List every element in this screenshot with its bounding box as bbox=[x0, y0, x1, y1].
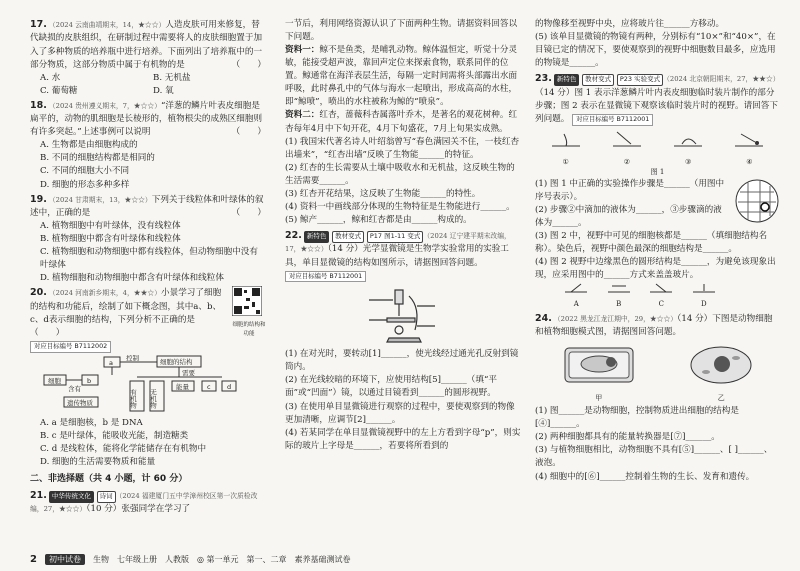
step-label: ④ bbox=[746, 157, 753, 166]
footer-grade: 七年级上册 bbox=[116, 555, 157, 564]
concept-diagram bbox=[42, 355, 242, 417]
coverslip-icon bbox=[691, 282, 717, 294]
question-23 bbox=[535, 72, 780, 310]
microscope-figure bbox=[359, 286, 449, 346]
option-label: B bbox=[616, 300, 622, 309]
question-source: （2022 黑龙江龙江期中，29，★☆☆） bbox=[553, 315, 678, 324]
option-c: C. d 是线粒体，能将化学能储存在有机物中 bbox=[40, 443, 207, 454]
diagram-node-inorganic: 无机物 bbox=[149, 388, 157, 409]
figure-1 bbox=[535, 128, 780, 168]
sub-question-4: (4) 若某同学在单目显微镜视野中的左上方看到字母“p”，则实际的玻片上字母是______，若要将所看到的 bbox=[285, 427, 521, 451]
option-d: D. 细胞的生活需要物质和能量 bbox=[40, 456, 156, 467]
option-d: D. 植物细胞和动物细胞中都含有叶绿体和线粒体 bbox=[40, 273, 224, 284]
option-b: B. 植物细胞中都含有叶绿体和线粒体 bbox=[40, 234, 181, 245]
page-number: 2 bbox=[30, 554, 37, 565]
cell-figure-a bbox=[559, 342, 639, 404]
sub-question-2: (2) 步骤②中滴加的液体为______，③步骤滴的液体为______。 bbox=[535, 204, 722, 229]
coverslip-options bbox=[555, 282, 725, 310]
question-20 bbox=[30, 286, 266, 469]
option-c: C. 葡萄糖 bbox=[40, 85, 78, 96]
footer-chapters: 第一、二章 bbox=[246, 555, 287, 564]
answer-parentheses: （ ） bbox=[231, 208, 266, 218]
question-21-continued bbox=[285, 18, 522, 227]
question-number: 19. bbox=[30, 193, 47, 205]
question-source: （2024 河南新乡期末，4，★★☆） bbox=[48, 289, 161, 298]
question-source: （2024 北京朝阳期末，27，★★☆） bbox=[663, 75, 780, 84]
step-1 bbox=[548, 128, 584, 168]
coverslip-option-d bbox=[691, 282, 717, 310]
diagram-node-c: c bbox=[207, 382, 211, 391]
question-number: 24. bbox=[535, 313, 552, 325]
option-a: A. 生物都是由细胞构成的 bbox=[40, 140, 138, 151]
diagram-label-control: 控制 bbox=[126, 354, 139, 362]
option-b: B. 无机盐 bbox=[153, 72, 191, 83]
question-number: 23. bbox=[535, 73, 552, 85]
question-source: （2024 福建厦门五中学漳州校区第一次质检改编，27，★☆☆） bbox=[30, 491, 258, 514]
column-3 bbox=[535, 18, 780, 485]
footer-subject: 生物 bbox=[92, 555, 109, 564]
question-24 bbox=[535, 312, 780, 484]
sub-question-2: (2) 红杏的生长需要从土壤中吸收水和无机盐，这反映生物的生活需要______。 bbox=[285, 162, 515, 186]
option-a: A. 植物细胞中有叶绿体，没有线粒体 bbox=[40, 221, 181, 232]
brand-badge: 初中试卷 bbox=[45, 554, 85, 565]
option-c: C. 不同的细胞大小不同 bbox=[40, 166, 130, 177]
diagram-label-need: 需要 bbox=[182, 368, 195, 377]
option-b: B. c 是叶绿体，能吸收光能，制造糖类 bbox=[40, 430, 189, 441]
section-title: 二、非选择题（共 4 小题，计 60 分） bbox=[30, 473, 188, 484]
step-2 bbox=[609, 128, 645, 168]
tag-feature: 新特色 bbox=[304, 231, 330, 243]
material-label: 资料二： bbox=[285, 110, 320, 121]
plant-cell-illustration bbox=[559, 342, 639, 388]
question-19 bbox=[30, 193, 266, 286]
question-18 bbox=[30, 99, 266, 192]
option-a: A. 水 bbox=[40, 72, 61, 83]
sub-question-3: (3) 红杏开花结果，这反映了生物能______的特性。 bbox=[285, 188, 481, 199]
question-number: 18. bbox=[30, 99, 47, 111]
question-source: （2024 贵州遵义期末，7，★☆☆） bbox=[48, 101, 161, 110]
slide-step-icon bbox=[731, 128, 767, 152]
option-b: B. 不同的细胞结构都是相同的 bbox=[40, 153, 155, 164]
diagram-node-cell: 细胞 bbox=[48, 376, 61, 385]
question-21 bbox=[30, 489, 266, 517]
question-number: 21. bbox=[30, 489, 47, 501]
diagram-node-a: a bbox=[109, 358, 113, 367]
column-2 bbox=[285, 18, 522, 454]
slide-step-icon bbox=[609, 128, 645, 152]
coverslip-icon bbox=[606, 282, 632, 294]
coverslip-option-c bbox=[648, 282, 674, 310]
sub-question-3: (3) 图 2 中，视野中可见的细胞核都是______（填细胞结构名称）。染色后，视野中颜色最深的细胞结构是______。 bbox=[535, 231, 768, 255]
sub-question-2: (2) 两种细胞都具有的能量转换器是[⑦]______。 bbox=[535, 432, 720, 443]
sub-question-5: (5) 该单目显微镜的物镜有两种，分别标有“10×”和“40×”，在目镜已定的情况下，要使观察到的视野中细胞数目最多，应选用的物镜是______。 bbox=[535, 32, 776, 69]
diagram-node-organic: 有机物 bbox=[129, 388, 137, 409]
qr-code[interactable] bbox=[232, 286, 266, 338]
footer-edition: 人教版 bbox=[164, 555, 189, 564]
question-text: （10 分）张强同学在学习了 bbox=[86, 504, 191, 515]
option-d: D. 细胞的形态多种多样 bbox=[40, 179, 130, 190]
tag-feature: 新特色 bbox=[554, 74, 580, 86]
figure-label: 甲 bbox=[595, 393, 603, 402]
answer-parentheses: （ ） bbox=[231, 59, 266, 70]
question-source: （2024 甘肃期末，13，★☆☆） bbox=[48, 195, 152, 204]
options-row bbox=[40, 72, 266, 85]
material-text: 红杏，蔷薇科杏属落叶乔木，是著名的观花树种。红杏每年4月中下旬开花，4月下旬盛花，7月上旬果实成熟。 bbox=[285, 110, 518, 134]
diagram-node-structure: 细胞的结构 bbox=[160, 357, 193, 366]
option-d: D. 氧 bbox=[153, 85, 174, 96]
figure-1-caption: 图 1 bbox=[650, 168, 665, 177]
option-label: D bbox=[700, 300, 707, 309]
options-row bbox=[40, 85, 266, 98]
footer-unit: ◎ 第一单元 bbox=[196, 555, 239, 564]
answer-parentheses: （ ） bbox=[231, 127, 266, 138]
tag-culture: 中华传统文化 bbox=[49, 491, 94, 503]
sub-question-1: (1) 在对光时，要转动[1]______，使光线经过通光孔反射到镜筒内。 bbox=[285, 349, 519, 373]
question-text: 人造皮肤可用来修复，替代缺损的皮肤组织，在研制过程中需要将人的皮肤细胞置于加入了多种物质的培养瓶中进行培养。下面列出了培养瓶中的一部分物质，这部分物质中属于有机物的是 bbox=[30, 20, 263, 70]
coverslip-icon bbox=[648, 282, 674, 294]
target-code: 对应目标编号 B7112001 bbox=[285, 271, 366, 283]
slide-step-icon bbox=[548, 128, 584, 152]
option-label: C bbox=[658, 300, 664, 309]
sub-question-4: (4) 细胞中的[⑥]______控制着生物的生长、发育和遗传。 bbox=[535, 471, 755, 482]
question-text: “洋葱的鳞片叶表皮细胞是扁平的，动物的肌细胞是长棱形的，植物根尖的成熟区细胞则有许多突起。”上述事例可以说明 bbox=[30, 100, 263, 138]
diagram-node-b: b bbox=[87, 376, 92, 385]
question-text: （14 分）图 1 表示洋葱鳞片叶内表皮细胞临时装片制作的部分步骤；图 2 表示在显微镜下观察该临时装片时的视野。请回答下列问题。 bbox=[535, 87, 778, 124]
qr-caption: 细胞的结构和功能 bbox=[232, 322, 266, 337]
question-source: （2024 云南曲靖期末，14，★☆☆） bbox=[48, 21, 166, 29]
question-text: （14 分）光学显微镜是生物学实验常用的实验工具，单目显微镜的结构如图所示，请据图回答问题。 bbox=[285, 244, 509, 268]
option-label: A bbox=[573, 300, 579, 309]
diagram-node-d: d bbox=[227, 382, 232, 391]
question-number: 22. bbox=[285, 230, 302, 241]
question-number: 20. bbox=[30, 287, 47, 299]
target-code: 对应目标编号 B7112002 bbox=[30, 341, 111, 353]
coverslip-option-b bbox=[606, 282, 632, 310]
question-text: （14 分）下图是动物细胞和植物细胞模式图，请据图回答问题。 bbox=[535, 314, 773, 338]
question-number: 17. bbox=[30, 19, 47, 30]
slide-step-icon bbox=[670, 128, 706, 152]
question-text: 下列关于线粒体和叶绿体的叙述中，正确的是 bbox=[30, 194, 264, 218]
material-label: 资料一： bbox=[285, 45, 320, 56]
column-1 bbox=[30, 18, 266, 517]
sub-question-3: (3) 在使用单目显微镜进行观察的过程中，要使观察到的物像更加清晰，应调节[2]______。 bbox=[285, 401, 515, 425]
cell-figures bbox=[535, 342, 780, 404]
step-3 bbox=[670, 128, 706, 168]
question-22-continued bbox=[535, 18, 780, 70]
sub-question-4-continued: 的物像移至视野中央，应将玻片往______方移动。 bbox=[535, 19, 725, 29]
tag-textbook: 教材变式 bbox=[582, 74, 614, 86]
material-1 bbox=[285, 44, 522, 109]
q23-subs bbox=[535, 178, 780, 283]
sub-question-4: (4) 图 2 视野中边缘黑色的圆形结构是______，为避免该现象出现，应采用图中的______方式来盖盖玻片。 bbox=[535, 257, 776, 281]
qr-code-icon bbox=[232, 286, 262, 316]
diagram-label-contain: 含有 bbox=[68, 384, 81, 393]
coverslip-option-a bbox=[563, 282, 589, 310]
sub-question-2: (2) 在光线较暗的环境下，应使用结构[5]______（填“平面”或“凹面”）镜，以通过目镜看到______的圆形视野。 bbox=[285, 375, 497, 399]
figure-label: 乙 bbox=[717, 393, 725, 402]
sub-question-1: (1) 图 1 中正确的实验操作步骤是______（用图中序号表示）。 bbox=[535, 178, 725, 202]
target-code: 对应目标编号 B7112001 bbox=[572, 114, 653, 126]
question-text: 一节后，利用网络资源认识了下面两种生物。请据资料回答以下问题。 bbox=[285, 19, 518, 43]
question-source: （2024 辽宁建平期末改编，17，★☆☆） bbox=[285, 232, 511, 254]
question-22 bbox=[285, 229, 522, 453]
page-footer bbox=[30, 554, 351, 565]
option-c: C. 植物细胞和动物细胞中都有线粒体，但动物细胞中没有叶绿体 bbox=[40, 247, 258, 271]
figure-2-view bbox=[734, 178, 780, 224]
sub-question-3: (3) 与植物细胞相比，动物细胞不具有[⑤]______、[ ]______、液泡。 bbox=[535, 445, 773, 469]
diagram-node-energy: 能量 bbox=[176, 382, 189, 391]
sub-question-1: (1) 我国宋代著名诗人叶绍翁曾写“春色满园关不住，一枝红杏出墙来”，“红杏出墙”反映了生物能______的特征。 bbox=[285, 136, 520, 160]
sub-question-4: (4) 资料一中画线部分体现的生物特征是生物能进行______。 bbox=[285, 201, 515, 212]
sub-question-5: (5) 鲸产______，鲸和红杏都是由______构成的。 bbox=[285, 214, 472, 225]
tag-experiment: P23 实验变式 bbox=[617, 74, 663, 86]
option-a: A. a 是细胞核，b 是 DNA bbox=[40, 417, 143, 428]
tag-figure: P17 图1-11 变式 bbox=[367, 231, 424, 243]
cell-figure-b bbox=[686, 342, 756, 404]
step-label: ③ bbox=[684, 157, 692, 166]
sub-question-1: (1) 图______是动物细胞，控制物质进出细胞的结构是[④]______。 bbox=[535, 406, 739, 430]
step-4 bbox=[731, 128, 767, 168]
question-17 bbox=[30, 18, 266, 98]
step-label: ① bbox=[562, 157, 569, 166]
question-text: 小景学习了细胞的结构和功能后，绘制了如下概念图，其中a、b、c、d表示细胞的结构，下列分析不正确的是 bbox=[30, 288, 222, 325]
material-text: 鲸不是鱼类，是哺乳动物。鲸体温恒定，听觉十分灵敏，能接受超声波，靠回声定位来探索食物，联系同伴的位置。鲸通常在海洋表层生活，每隔一定时间需将头部露出水面呼吸，此时鼻孔中的气体与海水一起喷出，形成高高的水柱，即“鲸喷”，喷出的水柱被称为鲸的“喷泉”。 bbox=[285, 45, 518, 108]
diagram-node-genetic: 遗传物质 bbox=[67, 398, 93, 407]
tag-textbook: 教材变式 bbox=[332, 231, 364, 243]
answer-parentheses: （ ） bbox=[30, 327, 65, 338]
tag-poetry: 诗词 bbox=[97, 491, 116, 503]
material-2 bbox=[285, 109, 522, 135]
footer-test: 素养基础测试卷 bbox=[294, 555, 351, 564]
step-label: ② bbox=[623, 157, 631, 166]
coverslip-icon bbox=[563, 282, 589, 294]
animal-cell-illustration bbox=[686, 342, 756, 388]
